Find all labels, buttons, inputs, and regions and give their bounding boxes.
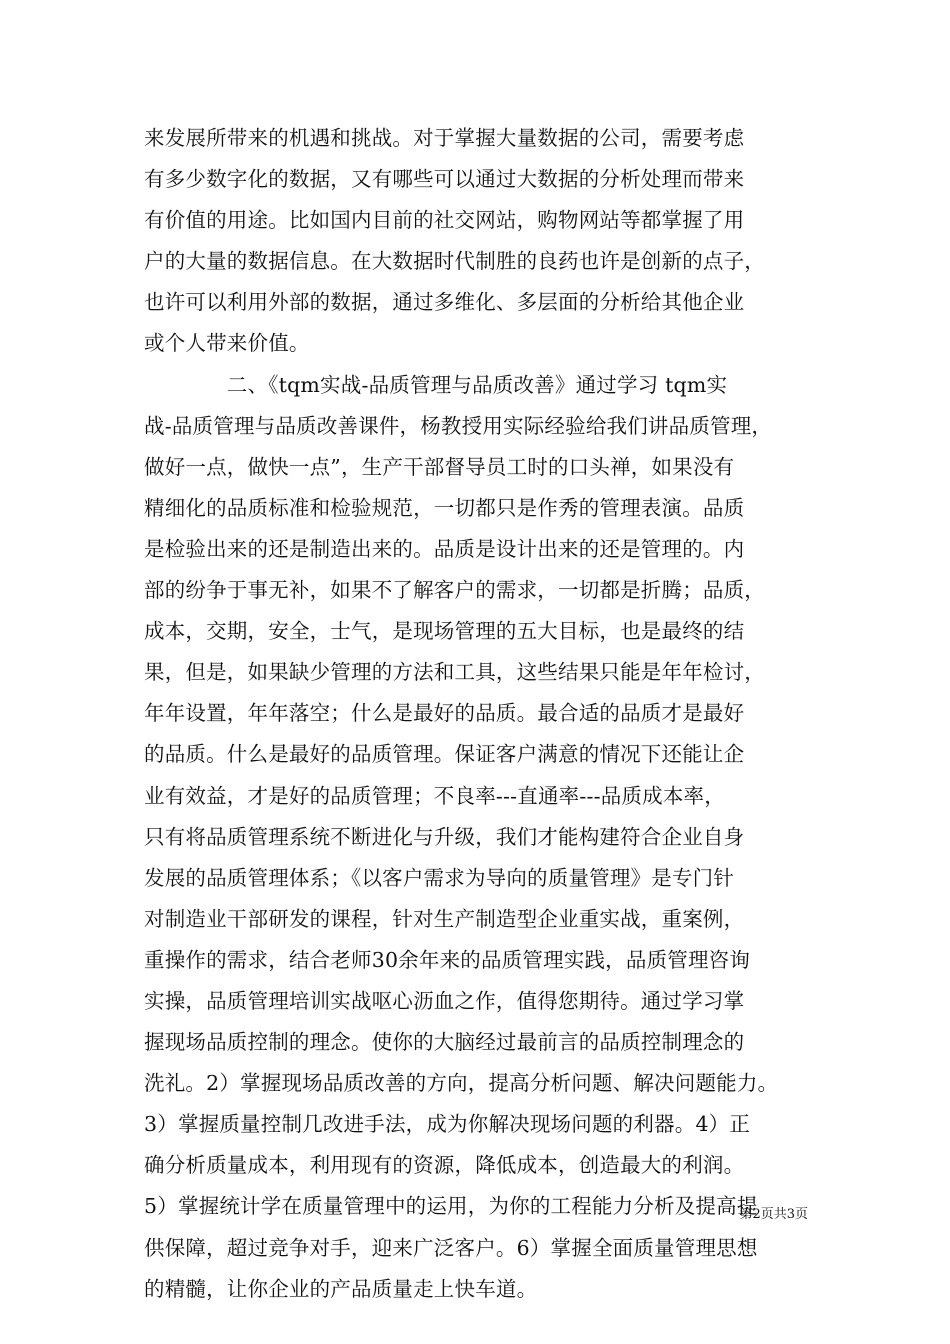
text-line: 部的纷争于事无补，如果不了解客户的需求，一切都是折腾；品质， xyxy=(144,578,765,603)
text-line: 握现场品质控制的理念。使你的大脑经过最前言的品质控制理念的 xyxy=(144,1030,745,1055)
text-line: 3）掌握质量控制几改进手法，成为你解决现场问题的利器。4）正 xyxy=(144,1112,751,1137)
text-line: 是检验出来的还是制造出来的。品质是设计出来的还是管理的。内 xyxy=(144,536,745,561)
page-number: 第2页共3页 xyxy=(739,1207,808,1222)
text-line: 发展的品质管理体系；《以客户需求为导向的质量管理》是专门针 xyxy=(144,865,735,890)
text-line: 重操作的需求，结合老师30余年来的品质管理实践，品质管理咨询 xyxy=(144,947,751,972)
text-line: 或个人带来价值。 xyxy=(144,331,310,356)
text-line: 做好一点，做快一点”，生产干部督导员工时的口头禅，如果没有 xyxy=(144,454,735,479)
text-line: 供保障，超过竞争对手，迎来广泛客户。6）掌握全面质量管理思想 xyxy=(144,1235,758,1260)
text-line: 实操，品质管理培训实战呕心沥血之作，值得您期待。通过学习掌 xyxy=(144,988,745,1013)
text-line: 只有将品质管理系统不断进化与升级，我们才能构建符合企业自身 xyxy=(144,824,745,849)
text-line: 来发展所带来的机遇和挑战。对于掌握大量数据的公司，需要考虑 xyxy=(144,126,745,150)
text-line: 有价值的用途。比如国内目前的社交网站，购物网站等都掌握了用 xyxy=(144,208,745,233)
text-line: 的精髓，让你企业的产品质量走上快车道。 xyxy=(144,1276,538,1301)
text-line: 对制造业干部研发的课程，针对生产制造型企业重实战，重案例， xyxy=(144,906,745,931)
text-line: 年年设置，年年落空；什么是最好的品质。最合适的品质才是最好 xyxy=(144,701,745,726)
text-line: 确分析质量成本，利用现有的资源，降低成本，创造最大的利润。 xyxy=(144,1153,745,1178)
text-line: 洗礼。2）掌握现场品质改善的方向，提高分析问题、解决问题能力。 xyxy=(144,1071,779,1096)
text-line: 战-品质管理与品质改善课件，杨教授用实际经验给我们讲品质管理， xyxy=(144,413,773,438)
text-line: 也许可以利用外部的数据，通过多维化、多层面的分析给其他企业 xyxy=(144,290,745,315)
text-line: 户的大量的数据信息。在大数据时代制胜的良药也许是创新的点子， xyxy=(144,249,765,274)
text-line: 二、《tqm实战-品质管理与品质改善》通过学习 tqm实 xyxy=(144,372,728,397)
text-line: 5）掌握统计学在质量管理中的运用，为你的工程能力分析及提高提 xyxy=(144,1194,758,1219)
text-line: 成本，交期，安全，士气，是现场管理的五大目标，也是最终的结 xyxy=(144,619,745,644)
text-line: 的品质。什么是最好的品质管理。保证客户满意的情况下还能让企 xyxy=(144,742,745,767)
text-line: 果，但是，如果缺少管理的方法和工具，这些结果只能是年年检讨， xyxy=(144,660,765,685)
body-text xyxy=(144,118,824,1310)
text-line: 精细化的品质标准和检验规范，一切都只是作秀的管理表演。品质 xyxy=(144,495,745,520)
text-line: 有多少数字化的数据，又有哪些可以通过大数据的分析处理而带来 xyxy=(144,167,745,192)
text-line: 业有效益，才是好的品质管理；不良率---直通率---品质成本率， xyxy=(144,783,725,808)
